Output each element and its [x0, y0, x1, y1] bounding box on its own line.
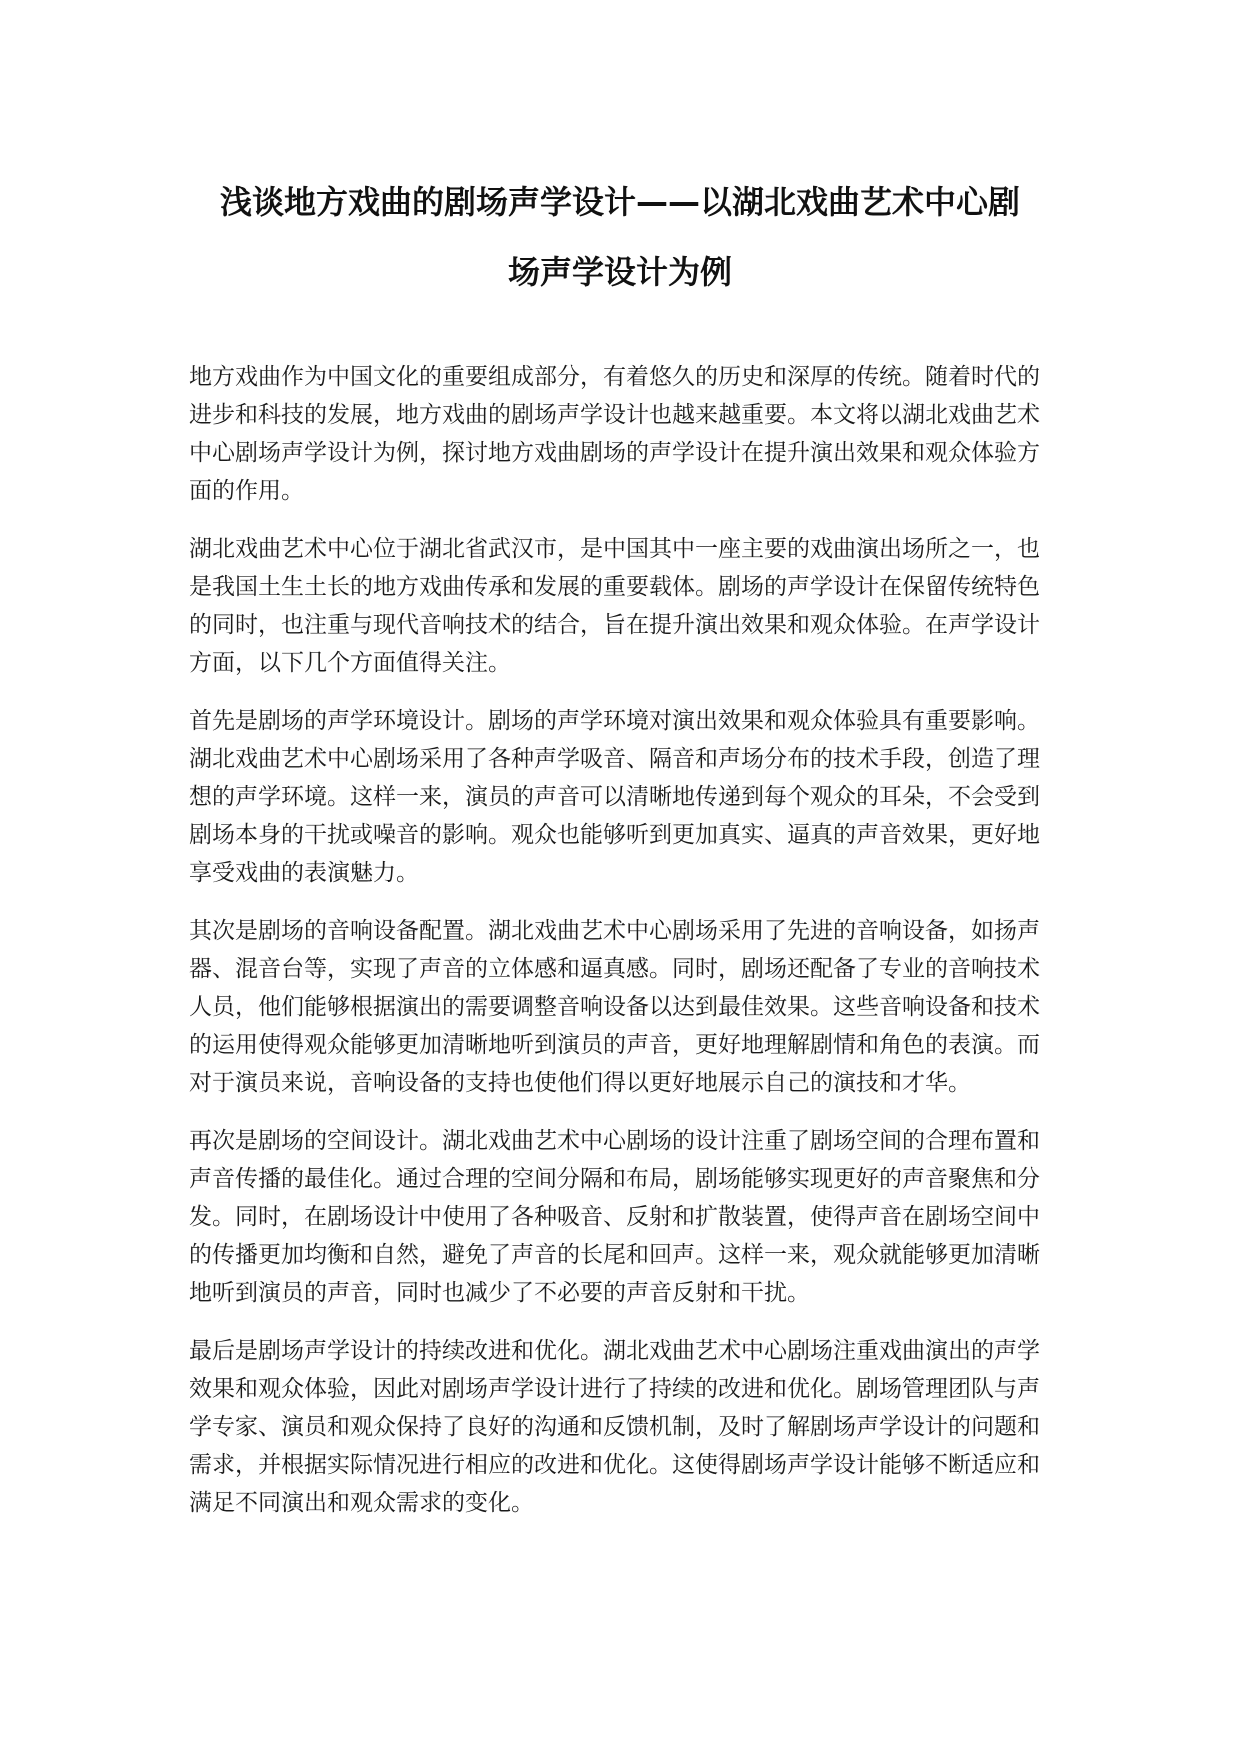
document-body: [189, 358, 1042, 1542]
paragraph-intro: 地方戏曲作为中国文化的重要组成部分，有着悠久的历史和深厚的传统。随着时代的进步和科技的发展，地方戏曲的剧场声学设计也越来越重要。本文将以湖北戏曲艺术中心剧场声学设计为例，探讨地方戏曲剧场的声学设计在提升演出效果和观众体验方面的作用。: [189, 364, 1040, 504]
paragraph-space-design: 再次是剧场的空间设计。湖北戏曲艺术中心剧场的设计注重了剧场空间的合理布置和声音传播的最佳化。通过合理的空间分隔和布局，剧场能够实现更好的声音聚焦和分发。同时，在剧场设计中使用了各种吸音、反射和扩散装置，使得声音在剧场空间中的传播更加均衡和自然，避免了声音的长尾和回声。这样一来，观众就能够更加清晰地听到演员的声音，同时也减少了不必要的声音反射和干扰。: [189, 1128, 1040, 1306]
document-title-line-1: 浅谈地方戏曲的剧场声学设计——以湖北戏曲艺术中心剧: [219, 183, 1020, 221]
document-title-line-2: 场声学设计为例: [507, 253, 732, 291]
paragraph-acoustic-environment: 首先是剧场的声学环境设计。剧场的声学环境对演出效果和观众体验具有重要影响。湖北戏曲艺术中心剧场采用了各种声学吸音、隔音和声场分布的技术手段，创造了理想的声学环境。这样一来，演员的声音可以清晰地传递到每个观众的耳朵，不会受到剧场本身的干扰或噪音的影响。观众也能够听到更加真实、逼真的声音效果，更好地享受戏曲的表演魅力。: [189, 708, 1040, 886]
paragraph-audio-equipment: 其次是剧场的音响设备配置。湖北戏曲艺术中心剧场采用了先进的音响设备，如扬声器、混音台等，实现了声音的立体感和逼真感。同时，剧场还配备了专业的音响技术人员，他们能够根据演出的需要调整音响设备以达到最佳效果。这些音响设备和技术的运用使得观众能够更加清晰地听到演员的声音，更好地理解剧情和角色的表演。而对于演员来说，音响设备的支持也使他们得以更好地展示自己的演技和才华。: [189, 918, 1040, 1096]
paragraph-continuous-improvement: 最后是剧场声学设计的持续改进和优化。湖北戏曲艺术中心剧场注重戏曲演出的声学效果和观众体验，因此对剧场声学设计进行了持续的改进和优化。剧场管理团队与声学专家、演员和观众保持了良好的沟通和反馈机制，及时了解剧场声学设计的问题和需求，并根据实际情况进行相应的改进和优化。这使得剧场声学设计能够不断适应和满足不同演出和观众需求的变化。: [189, 1338, 1040, 1516]
paragraph-overview: 湖北戏曲艺术中心位于湖北省武汉市，是中国其中一座主要的戏曲演出场所之一，也是我国土生土长的地方戏曲传承和发展的重要载体。剧场的声学设计在保留传统特色的同时，也注重与现代音响技术的结合，旨在提升演出效果和观众体验。在声学设计方面，以下几个方面值得关注。: [189, 536, 1040, 676]
